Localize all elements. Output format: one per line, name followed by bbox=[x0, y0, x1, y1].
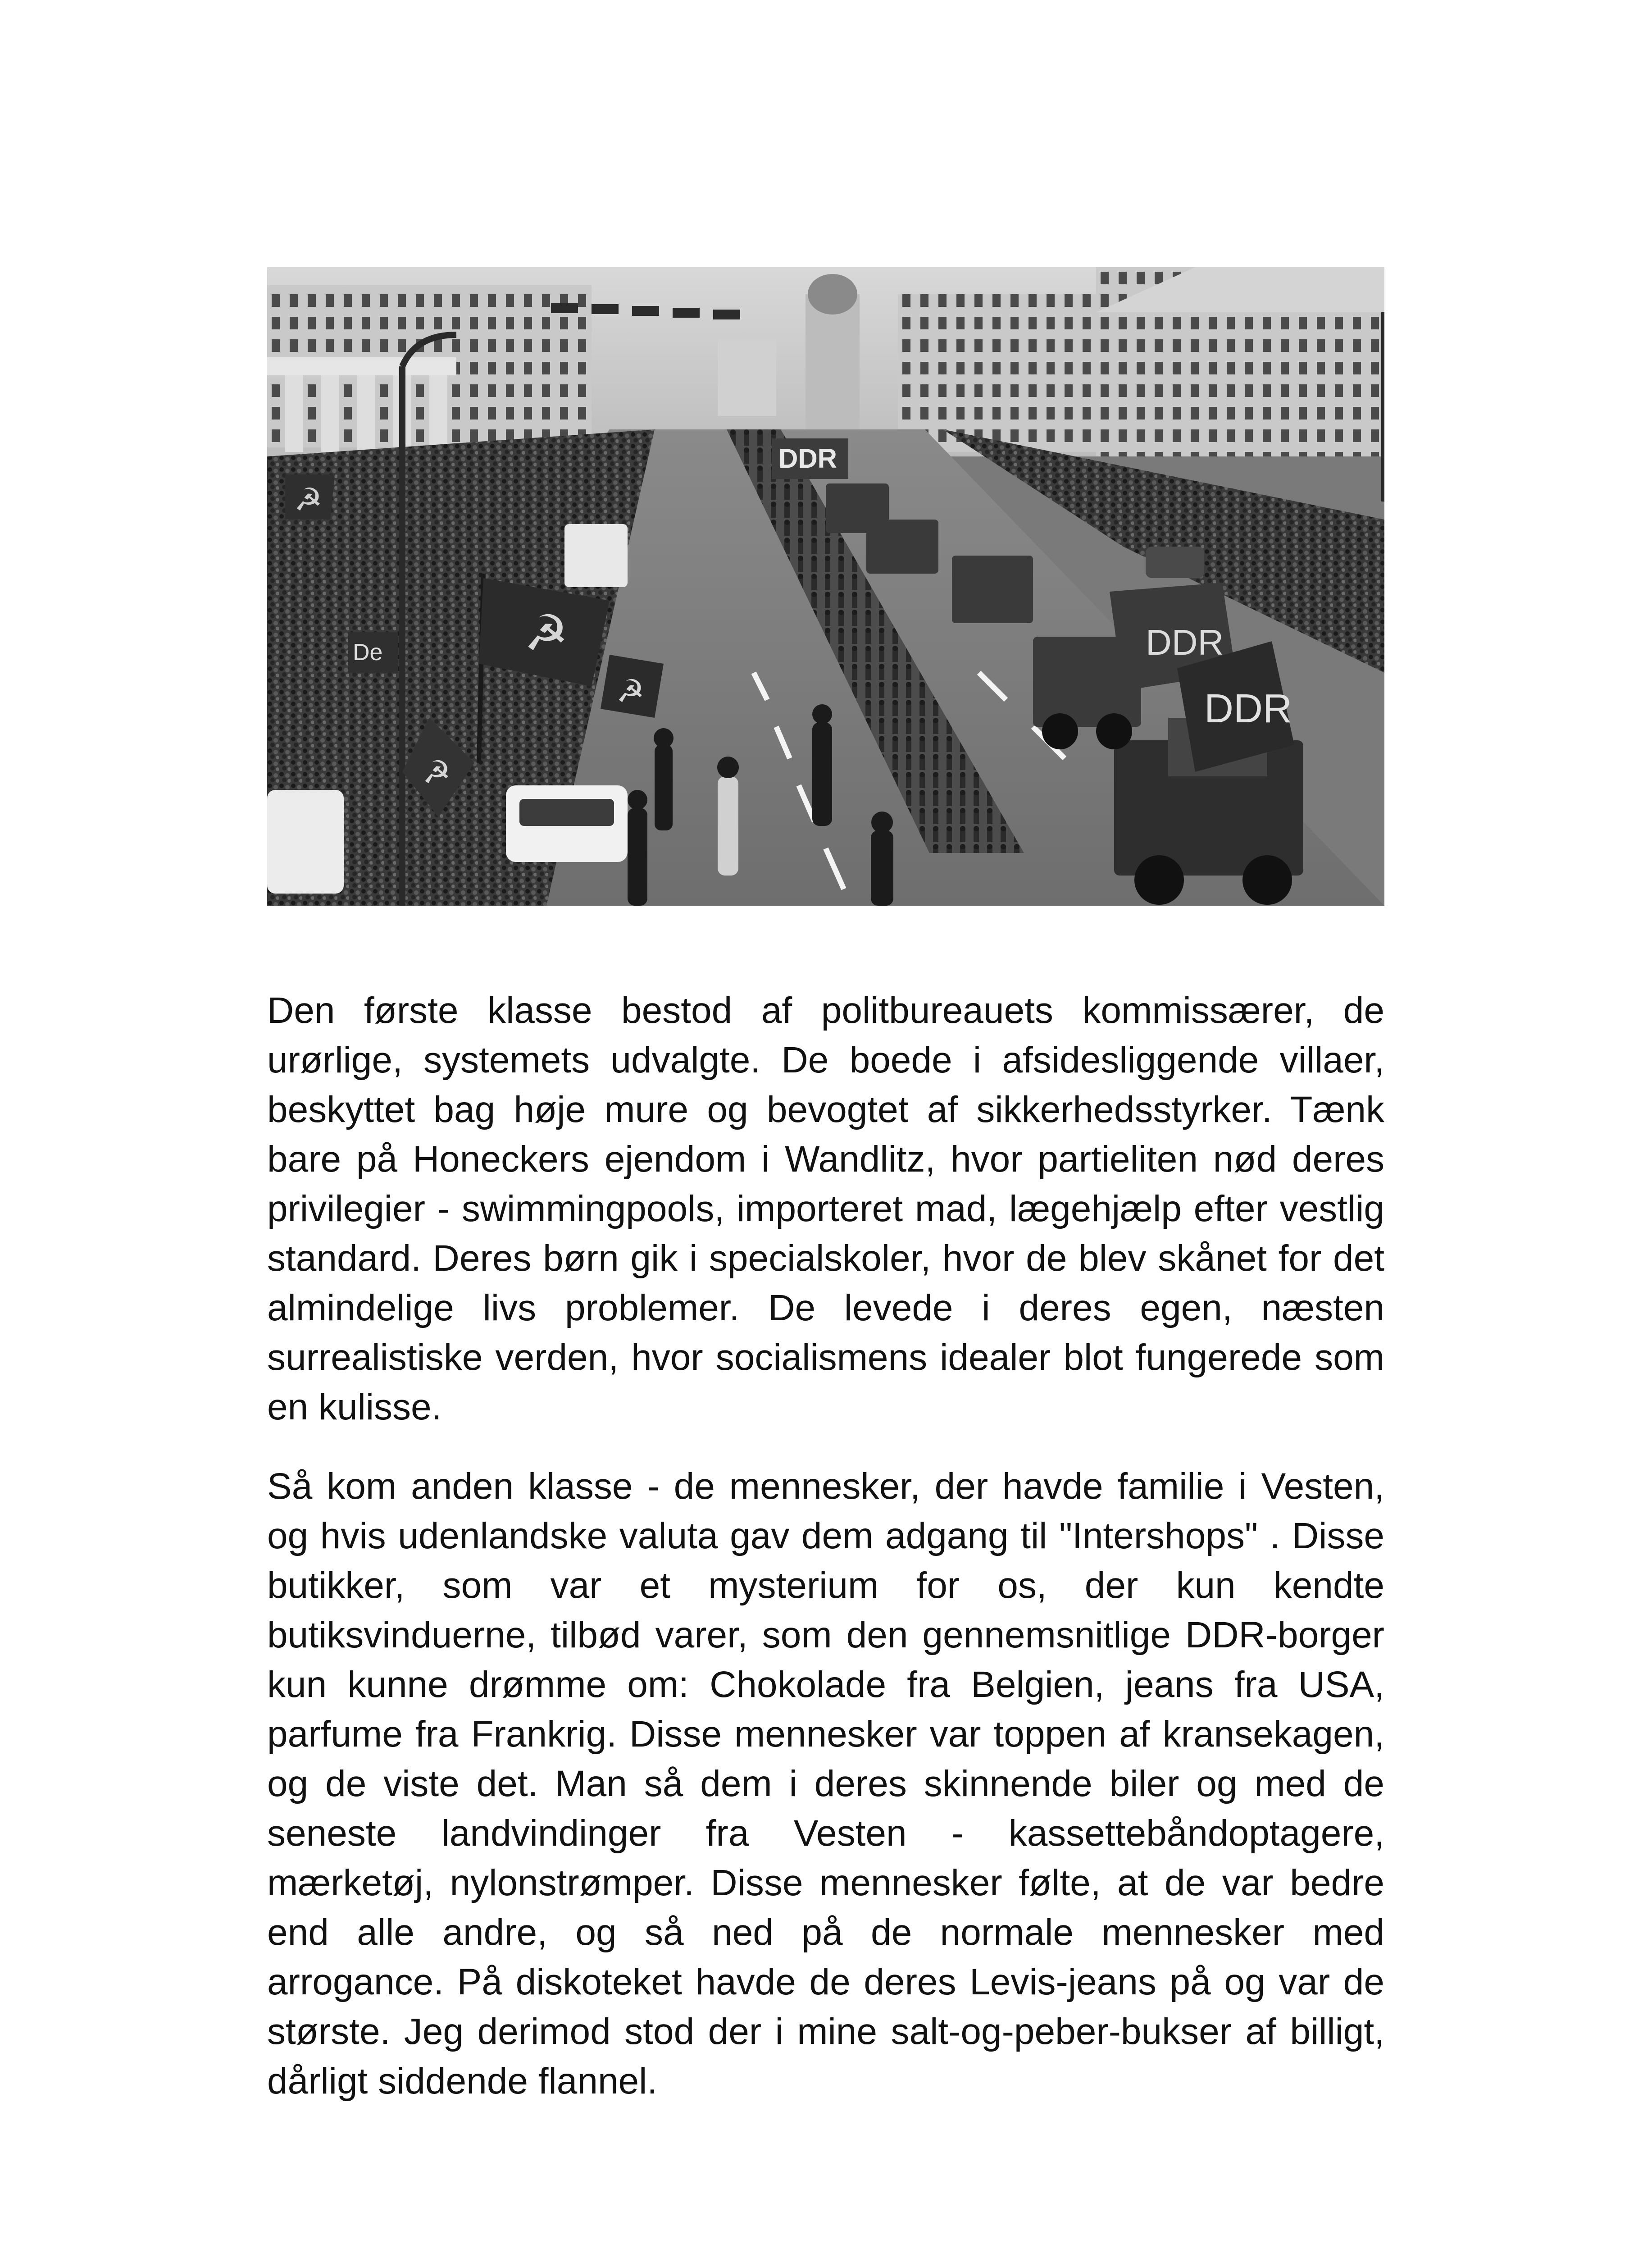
hammer-sickle-symbol-1: ☭ bbox=[524, 604, 569, 662]
left-sign-label: De bbox=[353, 639, 383, 666]
paragraph-2: Så kom anden klasse - de mennesker, der havde familie i Vesten, og hvis udenlandske valuta gav dem adgang til "Intershops" . Disse butikker, som var et mysterium for os, der kun kendte butiksvinduerne, tilbød varer, som den gennemsnitlige DDR-borger kun kunne drømme om: Chokolade fra Belgien, jeans fra USA, parfume fra Frankrig. Disse mennesker var toppen af kransekagen, og de viste det. Man så dem i deres skinnende biler og med de seneste landvindinger fra Vesten - kassettebåndoptagere, mærketøj, nylonstrømper. Disse mennesker følte, at de var bedre end alle andre, og så ned på de normale mennesker med arrogance. På diskoteket havde de deres Levis-jeans på og var de største. Jeg derimod stod der i mine salt-og-peber-bukser af billigt, dårligt siddende flannel. bbox=[267, 1466, 1384, 2102]
parade-photo-illustration bbox=[267, 267, 1384, 906]
ddr-flag-2-label: DDR bbox=[1204, 686, 1292, 731]
right-building-1 bbox=[898, 294, 1114, 452]
hammer-sickle-symbol-4: ☭ bbox=[294, 481, 323, 518]
body-text bbox=[267, 986, 1384, 2106]
ddr-flag-1-label: DDR bbox=[1146, 622, 1224, 662]
parade-photo bbox=[267, 267, 1384, 906]
paragraph-1: Den første klasse bestod af politbureauets kommissærer, de urørlige, systemets udvalgte. De boede i afsidesliggende villaer, beskyttet bag høje mure og bevogtet af sikkerhedsstyrker. Tænk bare på Honeckers ejendom i Wandlitz, hvor partieliten nød deres privilegier - swimmingpools, importeret mad, lægehjælp efter vestlig standard. Deres børn gik i specialskoler, hvor de blev skånet for det almindelige livs problemer. De levede i deres egen, næsten surrealistiske verden, hvor socialismens idealer blot fungerede som en kulisse. bbox=[267, 990, 1384, 1428]
hammer-sickle-symbol-3: ☭ bbox=[616, 673, 645, 710]
hammer-sickle-symbol-2: ☭ bbox=[423, 754, 451, 791]
ddr-banner-label: DDR bbox=[778, 443, 837, 474]
